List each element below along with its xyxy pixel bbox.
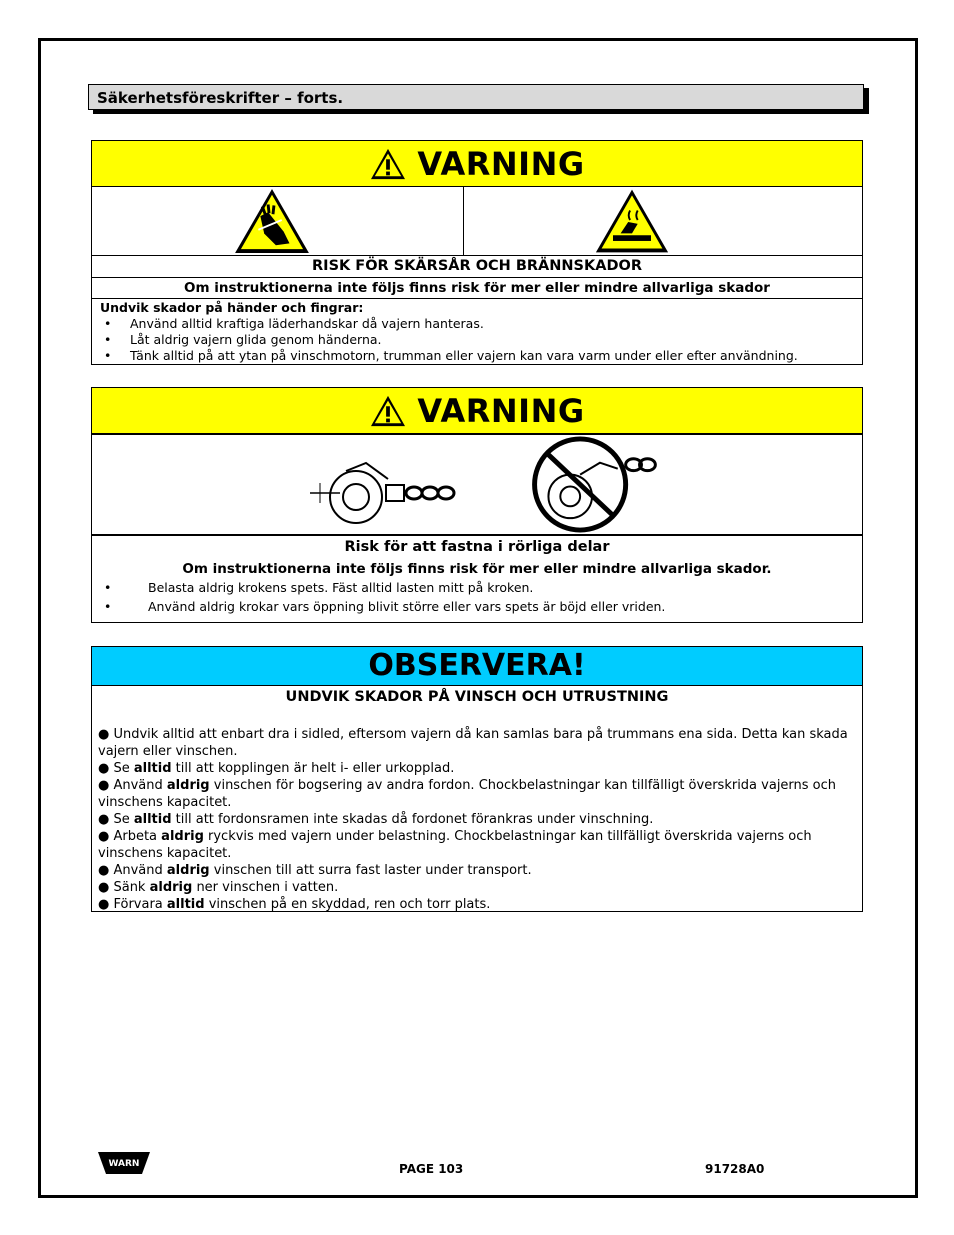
warning-box-entanglement (91, 387, 863, 623)
list-item: • Belasta aldrig krokens spets. Fäst alltid lasten mitt på kroken. (92, 578, 862, 597)
instruction-block (92, 299, 862, 364)
risk-consequence: Om instruktionerna inte följs finns risk för mer eller mindre allvarliga skador. (182, 561, 772, 577)
warning-header-text: VARNING (417, 391, 585, 430)
instruction-list (92, 578, 862, 616)
warning-icons-row (92, 187, 862, 256)
notice-item: ● Sänk aldrig ner vinschen i vatten. (98, 880, 339, 895)
list-item: • Tänk alltid på att ytan på vinschmotorn, trumman eller vajern kan vara varm under eller efter användning. (92, 348, 862, 364)
page-number: PAGE 103 (399, 1162, 464, 1176)
notice-item: ● Undvik alltid att enbart dra i sidled, eftersom vajern då kan samlas bara på trummans ena sida. Detta kan skada vajern eller vinschen. (98, 727, 848, 759)
notice-title: UNDVIK SKADOR PÅ VINSCH OCH UTRUSTNING (285, 689, 669, 705)
warning-box-cuts-burns (91, 140, 863, 365)
list-item: • Använd aldrig krokar vars öppning blivit större eller vars spets är böjd eller vriden. (92, 597, 862, 616)
risk-title: RISK FÖR SKÄRSÅR OCH BRÄNNSKADOR (92, 256, 862, 278)
notice-item: ● Använd aldrig vinschen till att surra fast laster under transport. (98, 863, 532, 878)
risk-consequence: Om instruktionerna inte följs finns risk för mer eller mindre allvarliga skador (92, 278, 862, 299)
warning-header (92, 388, 862, 435)
list-item: • Låt aldrig vajern glida genom händerna. (92, 332, 862, 348)
section-title: Säkerhetsföreskrifter – forts. (88, 84, 864, 110)
notice-item: ● Förvara alltid vinschen på en skyddad, ren och torr plats. (98, 897, 491, 912)
notice-item: ● Använd aldrig vinschen för bogsering av andra fordon. Chockbelastningar kan tillfälligt överskrida vajerns och vinschens kapacitet. (98, 778, 837, 810)
document-number: 91728A0 (705, 1162, 765, 1176)
warn-logo (98, 1152, 150, 1174)
hot-surface-hazard-icon (594, 187, 670, 255)
notice-item: ● Se alltid till att fordonsramen inte skadas då fordonet förankras under vinschning. (98, 812, 654, 827)
hook-prohibited-icon (522, 435, 662, 534)
svg-text:WARN: WARN (108, 1159, 140, 1169)
notice-box (91, 646, 863, 912)
list-item: • Använd alltid kraftiga läderhandskar då vajern hanteras. (92, 316, 862, 332)
notice-item: ● Arbeta aldrig ryckvis med vajern under belastning. Chockbelastningar kan tillfälligt överskrida vajerns och vinschens kapacitet. (98, 829, 812, 861)
instruction-list (92, 316, 862, 364)
warning-header-text: VARNING (417, 144, 585, 183)
icon-cell-right (464, 187, 862, 255)
icon-cell-left (92, 187, 464, 255)
risk-title: Risk för att fastna i rörliga delar (344, 539, 610, 555)
notice-list (92, 726, 862, 913)
notice-item: ● Se alltid till att kopplingen är helt i- eller urkopplad. (98, 761, 455, 776)
hand-cut-hazard-icon (232, 187, 312, 255)
hook-correct-icon (306, 453, 466, 533)
warning-header (92, 141, 862, 187)
warning-triangle-icon (369, 394, 407, 428)
warning-triangle-icon (369, 147, 407, 181)
notice-header: OBSERVERA! (92, 647, 862, 686)
instruction-intro: Undvik skador på händer och fingrar: (100, 300, 364, 315)
hook-images-row (92, 435, 862, 536)
